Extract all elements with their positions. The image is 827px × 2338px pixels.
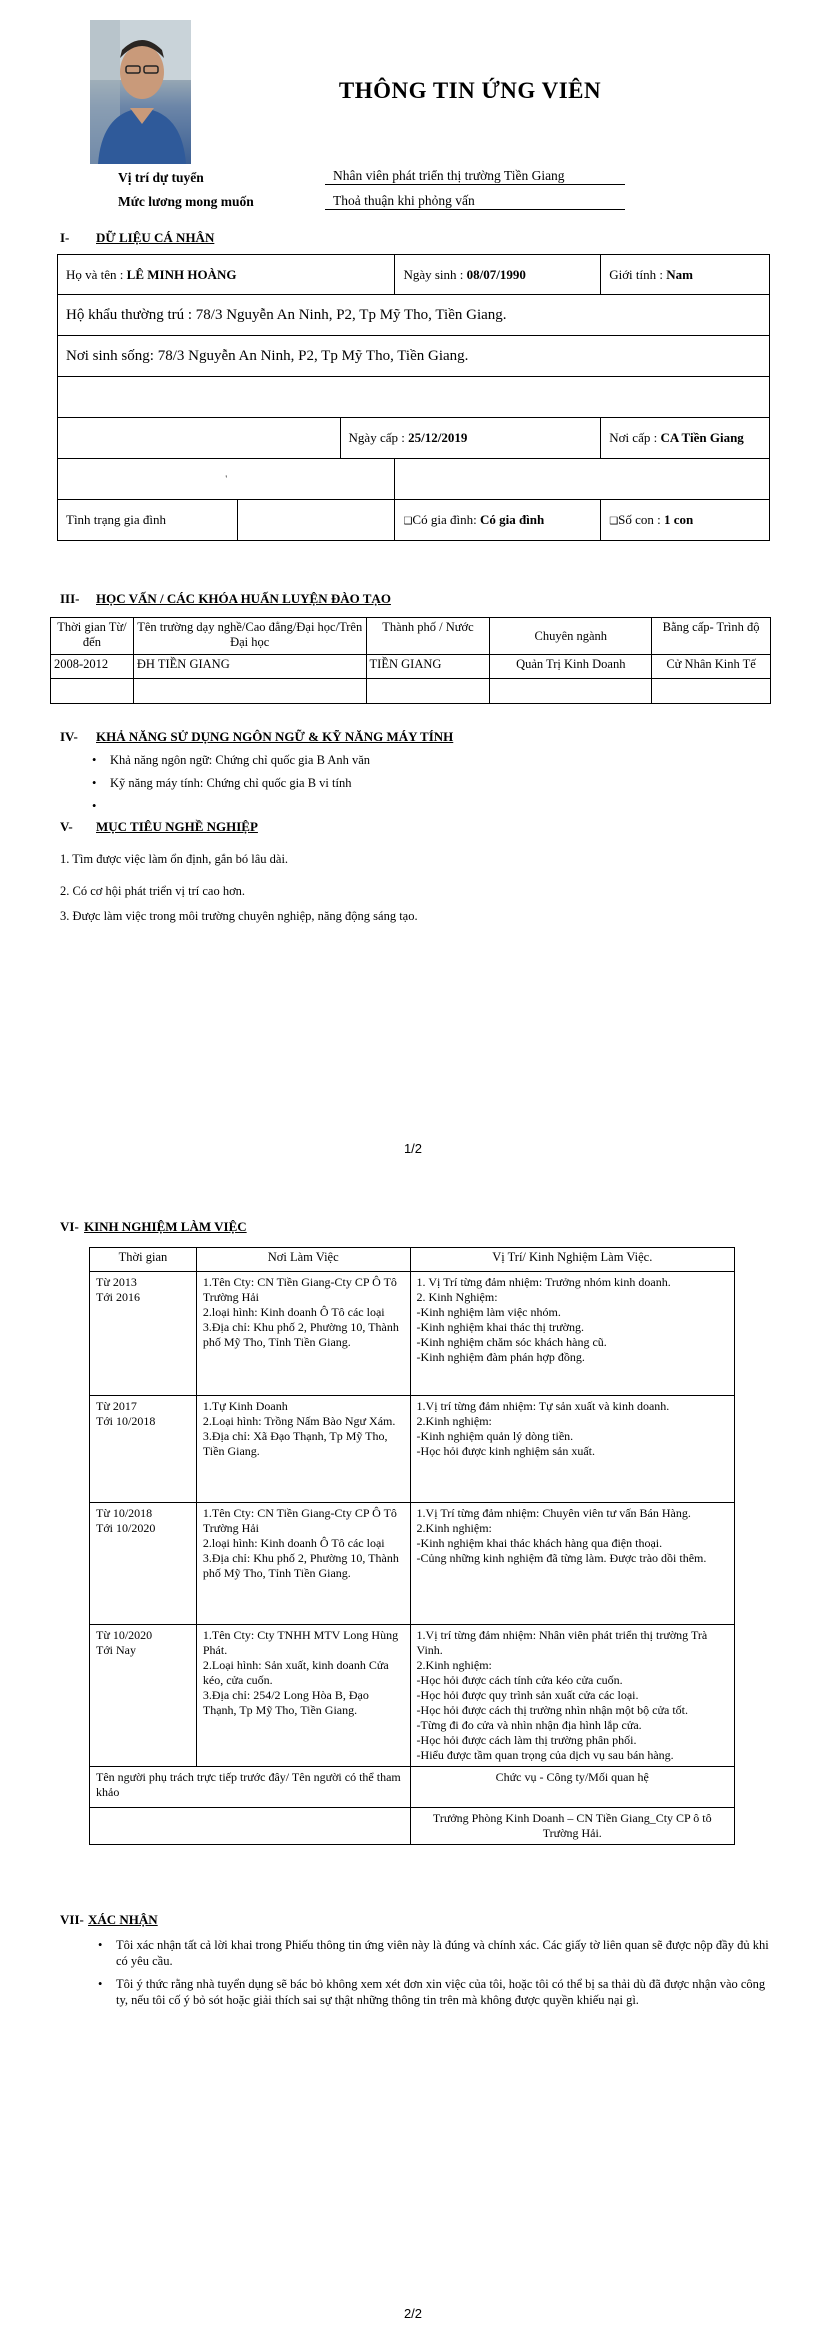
page-number: 2/2 (403, 2306, 423, 2321)
exp-role: 1.Vị trí từng đảm nhiệm: Nhân viên phát triển thị trường Trà Vinh. 2.Kinh nghiệm: -Học hỏi được cách tính cửa kéo cửa cuốn. -Học hỏi được quy trình sản xuất cửa các loại. -Học hỏi được cách thị trường nhìn nhận một bộ cửa tốt. -Từng đi đo cửa và nhìn nhận địa hình lắp cửa. -Học hỏi được cách làm thị trường phân phối. -Hiểu được tầm quan trọng của dịch vụ sau bán hàng. (410, 1625, 734, 1767)
reference-label: Tên người phụ trách trực tiếp trước đây/ Tên người có thể tham khảo (90, 1767, 411, 1808)
confirm-list (94, 1937, 774, 2015)
reference-name (90, 1808, 411, 1845)
goal-item: 1. Tìm được việc làm ổn định, gắn bó lâu dài. (60, 852, 289, 866)
personal-info-table (57, 254, 770, 541)
section-skills-heading: IV- KHẢ NĂNG SỬ DỤNG NGÔN NGỮ & KỸ NĂNG MÁY TÍNH (60, 729, 454, 744)
reference-role-value: Trưởng Phòng Kinh Doanh – CN Tiền Giang_Cty CP ô tô Trường Hải. (410, 1808, 734, 1845)
residence-cell: Hộ khẩu thường trú : 78/3 Nguyễn An Ninh, P2, Tp Mỹ Tho, Tiền Giang. (58, 295, 770, 336)
exp-role: 1. Vị Trí từng đảm nhiệm: Trưởng nhóm kinh doanh. 2. Kinh Nghiệm: -Kinh nghiệm làm việc nhóm. -Kinh nghiệm khai thác thị trường. -Kinh nghiệm chăm sóc khách hàng cũ. -Kinh nghiệm đàm phán hợp đồng. (410, 1272, 734, 1396)
exp-place: 1.Tên Cty: CN Tiền Giang-Cty CP Ô Tô Trường Hải 2.loại hình: Kinh doanh Ô Tô các loại 3.Địa chỉ: Khu phố 2, Phường 10, Thành phố Mỹ Tho, Tỉnh Tiền Giang. (196, 1272, 410, 1396)
salary-value: Thoả thuận khi phỏng vấn (325, 192, 625, 210)
list-item: • Kỹ năng máy tính: Chứng chỉ quốc gia B vi tính (88, 775, 728, 791)
issue-place-cell: Nơi cấp : CA Tiền Giang (601, 418, 770, 459)
edu-cell: TIỀN GIANG (366, 655, 490, 679)
position-value: Nhân viên phát triển thị trường Tiền Giang (325, 167, 625, 185)
edu-header: Thời gian Từ/đến (51, 618, 134, 655)
edu-cell: Quản Trị Kinh Doanh (490, 655, 652, 679)
children-cell: ❑Số con : 1 con (601, 500, 770, 541)
salary-label: Mức lương mong muốn (118, 194, 254, 209)
exp-time: Từ 2013 Tới 2016 (90, 1272, 197, 1396)
section-education-heading: III- HỌC VẤN / CÁC KHÓA HUẤN LUYỆN ĐÀO TẠO (60, 591, 391, 606)
list-item: • Tôi ý thức rằng nhà tuyển dụng sẽ bác bỏ không xem xét đơn xin việc của tôi, hoặc tôi có thể bị sa thải dù đã được nhận vào công ty, nếu tôi cố ý bỏ sót hoặc giải thích sai sự thật những thông tin trên mà không được quyền khiếu nại gì. (94, 1976, 774, 2008)
blank-cell (395, 459, 770, 500)
dob-cell: Ngày sinh : 08/07/1990 (395, 255, 601, 295)
person-photo-icon (90, 20, 191, 164)
address-cell: Nơi sinh sống: 78/3 Nguyễn An Ninh, P2, Tp Mỹ Tho, Tiền Giang. (58, 336, 770, 377)
position-label: Vị trí dự tuyển (118, 170, 204, 185)
edu-cell: Cử Nhân Kinh Tế (652, 655, 771, 679)
page-number: 1/2 (403, 1141, 423, 1156)
edu-header: Chuyên ngành (490, 618, 652, 655)
goal-item: 2. Có cơ hội phát triển vị trí cao hơn. (60, 884, 246, 898)
goal-item: 3. Được làm việc trong môi trường chuyên nghiệp, năng động sáng tạo. (60, 909, 418, 923)
section-confirm-heading: VII- XÁC NHẬN (60, 1912, 158, 1927)
edu-header: Tên trường dạy nghề/Cao đẳng/Đại học/Trên Đại học (133, 618, 366, 655)
blank-cell: ' (58, 459, 395, 500)
section-personal-heading: I- DỮ LIỆU CÁ NHÂN (60, 230, 215, 245)
exp-role: 1.Vị Trí từng đảm nhiệm: Chuyên viên tư vấn Bán Hàng. 2.Kinh nghiệm: -Kinh nghiệm khai thác khách hàng qua điện thoại. -Củng những kinh nghiệm đã từng làm. Được trào dồi thêm. (410, 1503, 734, 1625)
checkbox-icon: ❑ (403, 516, 413, 527)
exp-place: 1.Tên Cty: Cty TNHH MTV Long Hùng Phát. 2.Loại hình: Sản xuất, kinh doanh Cửa kéo, cửa cuốn. 3.Địa chỉ: 254/2 Long Hòa B, Đạo Thạnh, Tp Mỹ Tho, Tiền Giang. (196, 1625, 410, 1767)
exp-header: Nơi Làm Việc (196, 1248, 410, 1272)
empty-row (58, 377, 770, 418)
edu-header: Thành phố / Nước (366, 618, 490, 655)
exp-place: 1.Tự Kinh Doanh 2.Loại hình: Trồng Nấm Bào Ngư Xám. 3.Địa chỉ: Xã Đạo Thạnh, Tp Mỹ Tho, Tiền Giang. (196, 1396, 410, 1503)
exp-time: Từ 2017 Tới 10/2018 (90, 1396, 197, 1503)
issue-date-cell: Ngày cấp : 25/12/2019 (340, 418, 601, 459)
empty-cell (58, 418, 341, 459)
exp-header: Vị Trí/ Kinh Nghiệm Làm Việc. (410, 1248, 734, 1272)
document-title: THÔNG TIN ỨNG VIÊN (338, 78, 602, 103)
list-item: • Tôi xác nhận tất cả lời khai trong Phiếu thông tin ứng viên này là đúng và chính xác. Các giấy tờ liên quan sẽ được nộp đầy đủ khi có yêu cầu. (94, 1937, 774, 1969)
skills-list (88, 752, 728, 798)
reference-role-label: Chức vụ - Công ty/Mối quan hệ (410, 1767, 734, 1808)
education-table (50, 617, 771, 704)
list-item: • Khả năng ngôn ngữ: Chứng chỉ quốc gia B Anh văn (88, 752, 728, 768)
empty-cell (237, 500, 395, 541)
exp-place: 1.Tên Cty: CN Tiền Giang-Cty CP Ô Tô Trường Hải 2.loại hình: Kinh doanh Ô Tô các loại 3.Địa chỉ: Khu phố 2, Phường 10, Thành phố Mỹ Tho, Tỉnh Tiền Giang. (196, 1503, 410, 1625)
exp-header: Thời gian (90, 1248, 197, 1272)
edu-header: Bằng cấp- Trình độ (652, 618, 771, 655)
exp-role: 1.Vị trí từng đảm nhiệm: Tự sản xuất và kinh doanh. 2.Kinh nghiệm: -Kinh nghiệm quản lý dòng tiền. -Học hỏi được kinh nghiệm sản xuất. (410, 1396, 734, 1503)
exp-time: Từ 10/2018 Tới 10/2020 (90, 1503, 197, 1625)
married-cell: ❑Có gia đình: Có gia đình (395, 500, 601, 541)
edu-cell: 2008-2012 (51, 655, 134, 679)
gender-cell: Giới tính : Nam (601, 255, 770, 295)
checkbox-icon: ❑ (609, 516, 619, 527)
section-goals-heading: V- MỤC TIÊU NGHỀ NGHIỆP (60, 819, 258, 834)
section-experience-heading: VI- KINH NGHIỆM LÀM VIỆC (60, 1219, 247, 1234)
exp-time: Từ 10/2020 Tới Nay (90, 1625, 197, 1767)
candidate-photo (90, 20, 191, 164)
family-label-cell: Tình trạng gia đình (58, 500, 238, 541)
experience-table (89, 1247, 735, 1845)
name-cell: Họ và tên : LÊ MINH HOÀNG (58, 255, 395, 295)
edu-cell: ĐH TIỀN GIANG (133, 655, 366, 679)
